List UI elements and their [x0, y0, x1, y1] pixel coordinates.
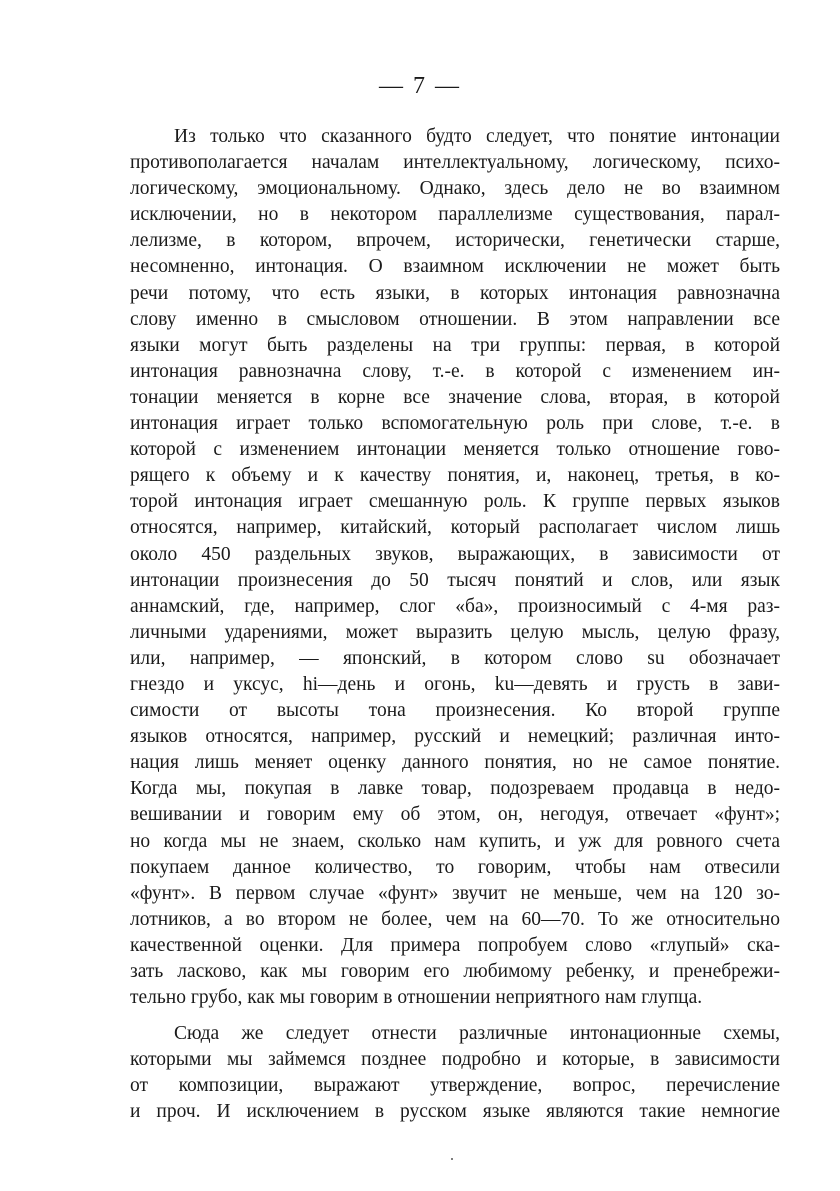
text-line: несомненно, интонация. О взаимном исключении не может быть: [130, 256, 780, 278]
text-line: симости от высоты тона произнесения. Ко второй группе: [130, 700, 780, 722]
text-line: личными ударениями, может выразить целую мысль, целую фразу,: [130, 621, 780, 643]
text-line: противополагается началам интеллектуальному, логическому, психо-: [130, 152, 780, 174]
text-line: логическому, эмоциональному. Однако, здесь дело не во взаимном: [130, 178, 780, 200]
text-line: интонация равнозначна слову, т.-е. в которой с изменением ин-: [130, 360, 780, 382]
text-line: относятся, например, китайский, который располагает числом лишь: [130, 517, 780, 539]
text-line: от композиции, выражают утверждение, вопрос, перечисление: [130, 1075, 780, 1097]
text-line: качественной оценки. Для примера попробуем слово «глупый» ска-: [130, 934, 780, 956]
text-line: интонации произнесения до 50 тысяч понятий и слов, или язык: [130, 569, 780, 591]
text-line: интонация играет только вспомогательную роль при слове, т.-е. в: [130, 413, 780, 435]
text-line: или, например, — японский, в котором слово su обозначает: [130, 647, 780, 669]
text-line: которыми мы займемся позднее подробно и которые, в зависимости: [130, 1049, 780, 1071]
text-line: лотников, а во втором не более, чем на 60—70. То же относительно: [130, 908, 780, 930]
text-line: но когда мы не знаем, сколько нам купить, и уж для ровного счета: [130, 830, 780, 852]
text-line: Когда мы, покупая в лавке товар, подозреваем продавца в недо-: [130, 778, 780, 800]
text-line: нация лишь меняет оценку данного понятия, но не самое понятие.: [130, 752, 780, 774]
text-line: гнездо и уксус, hi—день и огонь, ku—девять и грусть в зави-: [130, 673, 780, 695]
text-line: покупаем данное количество, то говорим, чтобы нам отвесили: [130, 856, 780, 878]
page-number: — 7 —: [379, 73, 461, 99]
text-line: языки могут быть разделены на три группы: первая, в которой: [130, 334, 780, 356]
text-line: аннамский, где, например, слог «ба», произносимый с 4-мя раз-: [130, 595, 780, 617]
text-line: Сюда же следует отнести различные интонационные схемы,: [174, 1023, 780, 1045]
paragraph-1: [130, 124, 780, 1011]
text-line: около 450 раздельных звуков, выражающих, в зависимости от: [130, 543, 780, 565]
page-speck: [451, 1158, 453, 1160]
text-line: тонации меняется в корне все значение слова, вторая, в которой: [130, 386, 780, 408]
text-line: которой с изменением интонации меняется только отношение гово-: [130, 439, 780, 461]
text-line: исключении, но в некотором параллелизме существования, парал-: [130, 204, 780, 226]
text-line: речи потому, что есть языки, в которых интонация равнозначна: [130, 282, 780, 304]
text-line: языков относятся, например, русский и немецкий; различная инто-: [130, 726, 780, 748]
paragraph-2: [130, 1021, 780, 1125]
text-line: лелизме, в котором, впрочем, исторически, генетически старше,: [130, 230, 780, 252]
text-line: рящего к объему и к качеству понятия, и, наконец, третья, в ко-: [130, 465, 780, 487]
text-line: и проч. И исключением в русском языке являются такие немногие: [130, 1101, 780, 1123]
text-line: торой интонация играет смешанную роль. К группе первых языков: [130, 491, 780, 513]
text-line: тельно грубо, как мы говорим в отношении неприятного нам глупца.: [130, 987, 703, 1009]
text-line: зать ласково, как мы говорим его любимому ребенку, и пренебрежи-: [130, 961, 780, 982]
body-text: [130, 124, 780, 1126]
text-line: слову именно в смысловом отношении. В этом направлении все: [130, 308, 780, 330]
text-line: вешивании и говорим ему об этом, он, негодуя, отвечает «фунт»;: [130, 804, 780, 826]
text-line: Из только что сказанного будто следует, что понятие интонации: [174, 126, 780, 147]
text-line: «фунт». В первом случае «фунт» звучит не меньше, чем на 120 зо-: [130, 882, 780, 904]
